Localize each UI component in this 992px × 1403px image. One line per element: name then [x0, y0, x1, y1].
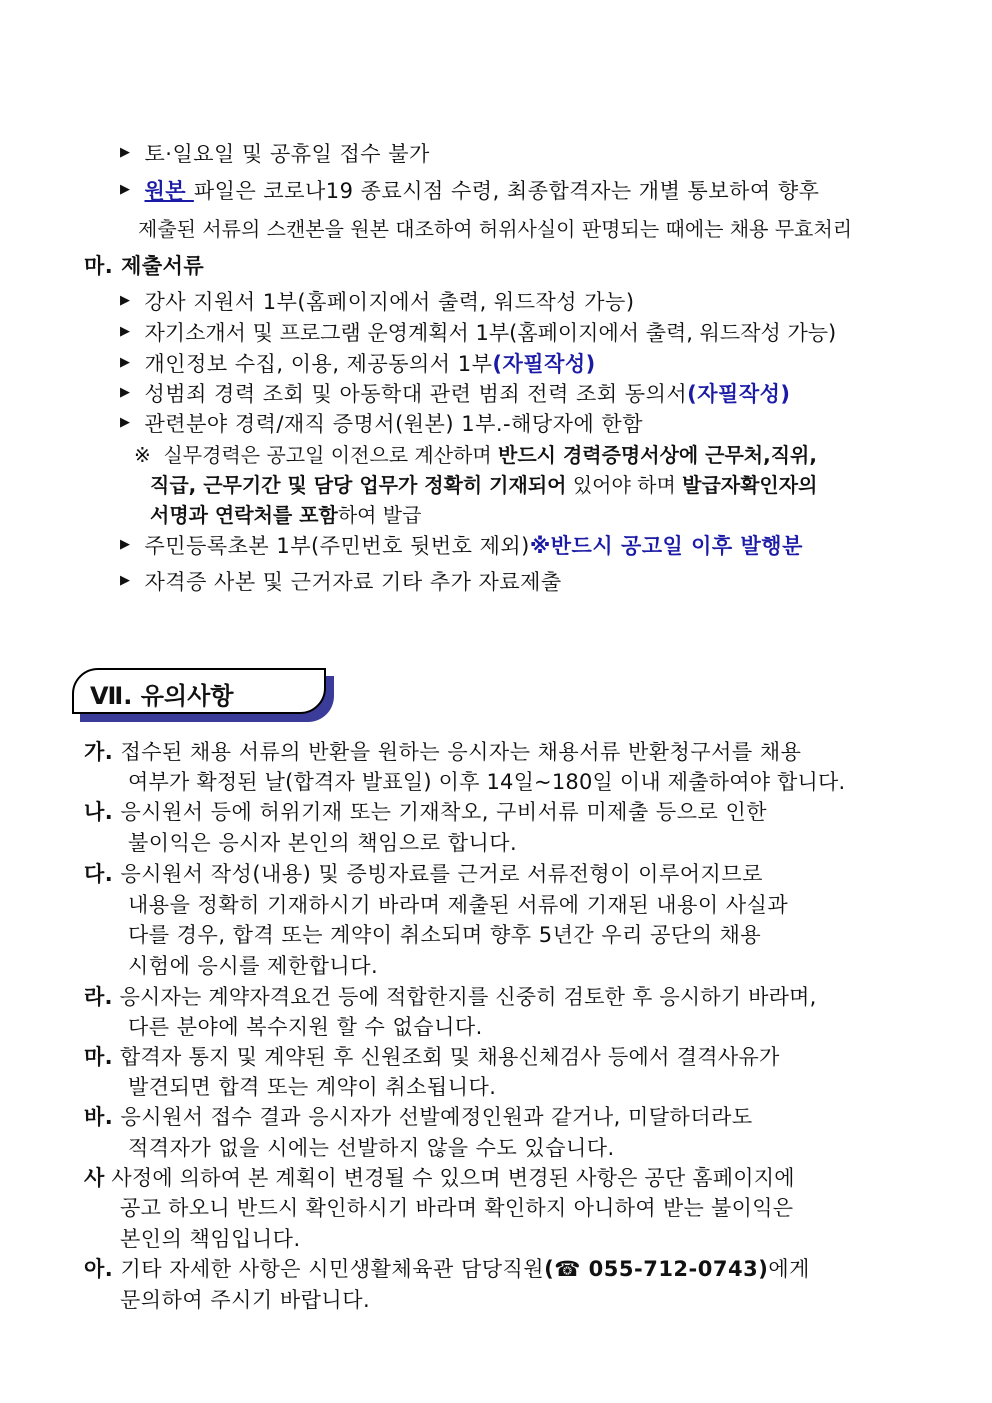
issue-note: ※반드시 공고일 이후 발행분	[529, 534, 803, 558]
original-link[interactable]: 원본	[144, 179, 194, 203]
bullet-text: 강사 지원서 1부(홈페이지에서 출력, 워드작성 가능)	[144, 290, 635, 314]
notice-item-cont: 다른 분야에 복수지원 할 수 없습니다.	[128, 1015, 483, 1039]
triangle-bullet-icon: ▶	[120, 537, 131, 552]
notice-item: 다. 응시원서 작성(내용) 및 증빙자료를 근거로 서류전형이 이루어지므로	[84, 862, 763, 886]
triangle-bullet-icon: ▶	[120, 293, 131, 308]
bullet-item	[120, 380, 791, 409]
triangle-bullet-icon: ▶	[120, 385, 131, 400]
triangle-bullet-icon: ▶	[120, 415, 131, 430]
bullet-continuation: 제출된 서류의 스캔본을 원본 대조하여 허위사실이 판명되는 때에는 채용 무효처리	[138, 217, 853, 241]
notice-item-cont: 불이익은 응시자 본인의 책임으로 합니다.	[128, 831, 518, 855]
bullet-item	[120, 350, 596, 379]
notice-item-cont: 여부가 확정된 날(합격자 발표일) 이후 14일~180일 이내 제출하여야 합니다.	[128, 770, 846, 794]
bullet-item	[120, 319, 836, 348]
phone-number: (☎ 055-712-0743)	[544, 1257, 769, 1281]
notice-mark: ※	[134, 443, 151, 467]
notice-item: 사 사정에 의하여 본 계획이 변경될 수 있으며 변경된 사항은 공단 홈페이지에	[84, 1166, 795, 1190]
bullet-item	[120, 532, 803, 561]
notice-item-cont: 내용을 정확히 기재하시기 바라며 제출된 서류에 기재된 내용이 사실과	[128, 893, 789, 917]
notice-item: 마. 합격자 통지 및 계약된 후 신원조회 및 채용신체검사 등에서 결격사유가	[84, 1045, 780, 1069]
bullet-item	[120, 568, 562, 597]
notice-item-cont: 다를 경우, 합격 또는 계약이 취소되며 향후 5년간 우리 공단의 채용	[128, 923, 762, 947]
bullet-text: 파일은 코로나19 종료시점 수령, 최종합격자는 개별 통보하여 향후	[193, 179, 820, 203]
section-title: Ⅶ. 유의사항	[90, 682, 234, 710]
bullet-item	[120, 288, 635, 317]
notice-item-cont: 적격자가 없을 시에는 선발하지 않을 수도 있습니다.	[128, 1136, 615, 1160]
notice-item-cont: 공고 하오니 반드시 확인하시기 바라며 확인하지 아니하여 받는 불이익은	[120, 1196, 794, 1220]
notice-item: 라. 응시자는 계약자격요건 등에 적합한지를 신중히 검토한 후 응시하기 바라며,	[84, 985, 817, 1009]
bullet-text: 자격증 사본 및 근거자료 기타 추가 자료제출	[144, 570, 562, 594]
triangle-bullet-icon: ▶	[120, 182, 131, 197]
bullet-text: 자기소개서 및 프로그램 운영계획서 1부(홈페이지에서 출력, 워드작성 가능)	[144, 321, 837, 345]
notice-item-cont: 문의하여 주시기 바랍니다.	[120, 1288, 371, 1312]
section-heading: 마. 제출서류	[84, 254, 205, 278]
triangle-bullet-icon: ▶	[120, 324, 131, 339]
bullet-text: 개인정보 수집, 이용, 제공동의서 1부	[144, 352, 493, 376]
notice-item-cont: 발견되면 합격 또는 계약이 취소됩니다.	[128, 1075, 497, 1099]
handwrite-note: (자필작성)	[492, 352, 596, 376]
bullet-text: 성범죄 경력 조회 및 아동학대 관련 범죄 전력 조회 동의서	[144, 382, 688, 406]
bullet-item	[120, 140, 430, 169]
notice-item-cont: 본인의 책임입니다.	[120, 1227, 301, 1251]
notice-line-3: 서명과 연락처를 포함하여 발급	[150, 503, 422, 527]
handwrite-note: (자필작성)	[687, 382, 791, 406]
bullet-item	[120, 177, 819, 206]
notice-item: 가. 접수된 채용 서류의 반환을 원하는 응시자는 채용서류 반환청구서를 채용	[84, 740, 802, 764]
bullet-text: 토·일요일 및 공휴일 접수 불가	[144, 142, 430, 166]
notice-item: 바. 응시원서 접수 결과 응시자가 선발예정인원과 같거나, 미달하더라도	[84, 1105, 753, 1129]
bullet-text: 주민등록초본 1부(주민번호 뒷번호 제외)	[144, 534, 530, 558]
triangle-bullet-icon: ▶	[120, 145, 131, 160]
notice-line-1: ※ 실무경력은 공고일 이전으로 계산하며 반드시 경력증명서상에 근무처,직위,	[134, 443, 817, 467]
bullet-item	[120, 410, 643, 439]
triangle-bullet-icon: ▶	[120, 573, 131, 588]
notice-item-cont: 시험에 응시를 제한합니다.	[128, 954, 379, 978]
section-title-box	[72, 668, 330, 718]
notice-item: 아. 기타 자세한 사항은 시민생활체육관 담당직원(☎ 055-712-0743)에게	[84, 1257, 810, 1281]
bullet-text: 관련분야 경력/재직 증명서(원본) 1부.-해당자에 한함	[144, 412, 643, 436]
notice-item: 나. 응시원서 등에 허위기재 또는 기재착오, 구비서류 미제출 등으로 인한	[84, 800, 768, 824]
triangle-bullet-icon: ▶	[120, 355, 131, 370]
notice-line-2: 직급, 근무기간 및 담당 업무가 정확히 기재되어 있어야 하며 발급자확인자의	[150, 473, 818, 497]
